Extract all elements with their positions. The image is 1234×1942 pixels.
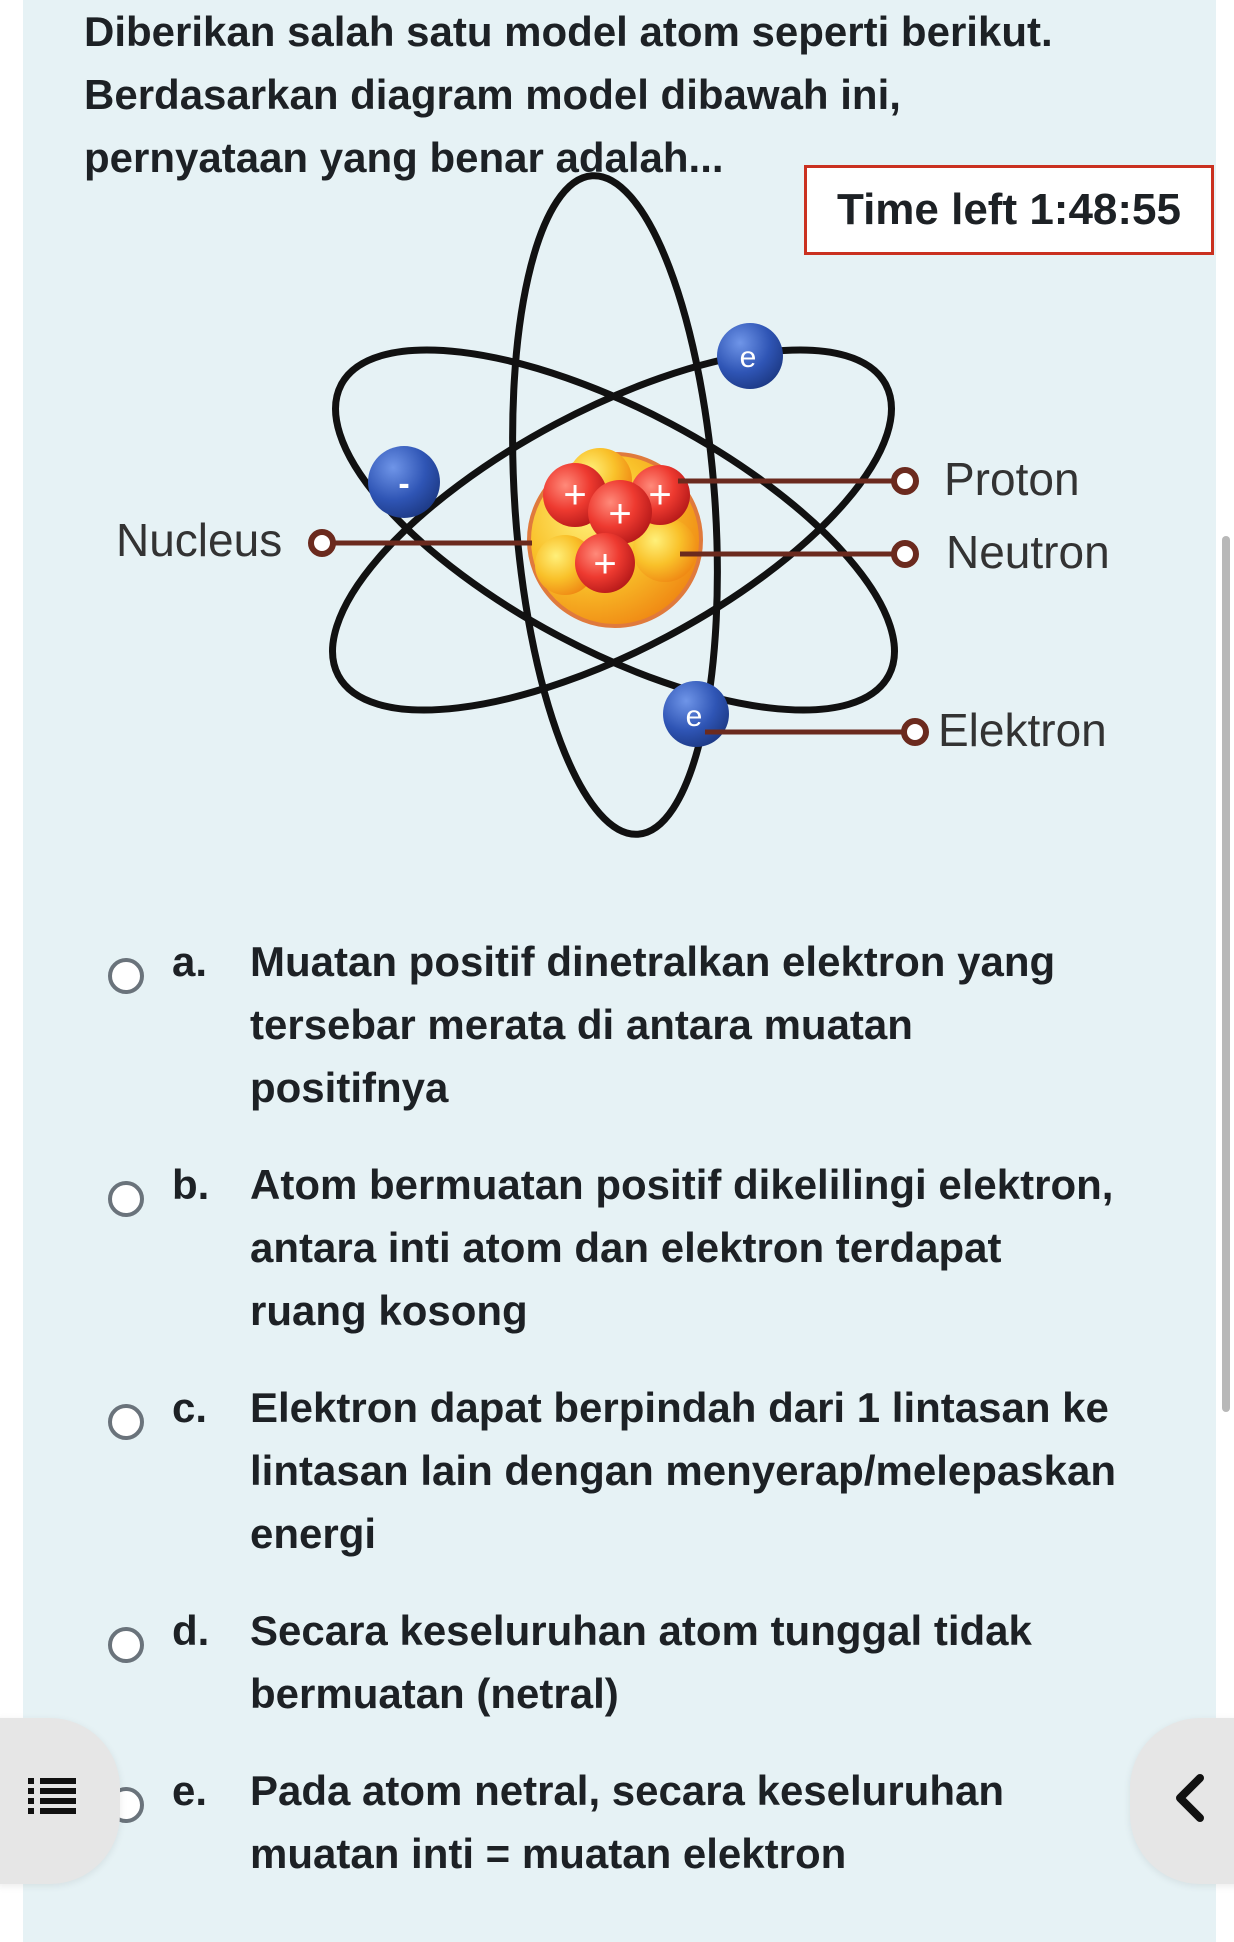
- electron-symbol: e: [739, 341, 757, 374]
- nucleus: [529, 448, 701, 626]
- radio-button-d[interactable]: [108, 1627, 144, 1663]
- electron-top: [717, 323, 783, 389]
- proton-plus: +: [608, 492, 632, 536]
- option-text: Pada atom netral, secara keseluruhan muatan inti = muatan elektron: [250, 1767, 1005, 1877]
- option-text: Muatan positif dinetralkan elektron yang tersebar merata di antara muatan positifnya: [250, 938, 1056, 1111]
- block-drawer-toggle-button[interactable]: [1130, 1718, 1234, 1884]
- electron-bottom: [663, 681, 729, 747]
- label-nucleus: Nucleus: [116, 514, 283, 566]
- electron-left: [368, 446, 440, 518]
- radio-button-a[interactable]: [108, 958, 144, 994]
- option-text: Secara keseluruhan atom tunggal tidak bermuatan (netral): [250, 1607, 1032, 1717]
- course-index-drawer-button[interactable]: [0, 1718, 120, 1884]
- option-letter: d.: [172, 1607, 210, 1654]
- atom-diagram: [0, 150, 1234, 870]
- option-letter: c.: [172, 1384, 208, 1431]
- time-left-timer: Time left 1:48:55: [804, 165, 1214, 255]
- radio-button-b[interactable]: [108, 1181, 144, 1217]
- label-elektron: Elektron: [938, 704, 1107, 756]
- list-icon: [0, 1718, 120, 1884]
- proton-plus: +: [563, 473, 587, 517]
- option-text: Elektron dapat berpindah dari 1 lintasan ke lintasan lain dengan menyerap/melepaskan energi: [250, 1384, 1116, 1557]
- proton-plus: +: [593, 542, 617, 586]
- minus-symbol: -: [398, 465, 410, 503]
- question-line: Berdasarkan diagram model dibawah ini,: [84, 71, 901, 118]
- electron-symbol: e: [685, 700, 703, 733]
- scrollbar[interactable]: [1222, 536, 1230, 1412]
- question-line: pernyataan yang benar adalah...: [84, 134, 724, 181]
- question-line: Diberikan salah satu model atom seperti berikut.: [84, 8, 1053, 55]
- option-letter: e.: [172, 1767, 208, 1814]
- option-text: Atom bermuatan positif dikelilingi elektron, antara inti atom dan elektron terdapat ruang kosong: [250, 1161, 1114, 1334]
- option-letter: a.: [172, 938, 208, 985]
- chevron-left-icon: [1130, 1718, 1234, 1884]
- option-letter: b.: [172, 1161, 210, 1208]
- label-neutron: Neutron: [946, 526, 1110, 578]
- label-proton: Proton: [944, 453, 1080, 505]
- radio-button-c[interactable]: [108, 1404, 144, 1440]
- proton-plus: +: [648, 473, 672, 517]
